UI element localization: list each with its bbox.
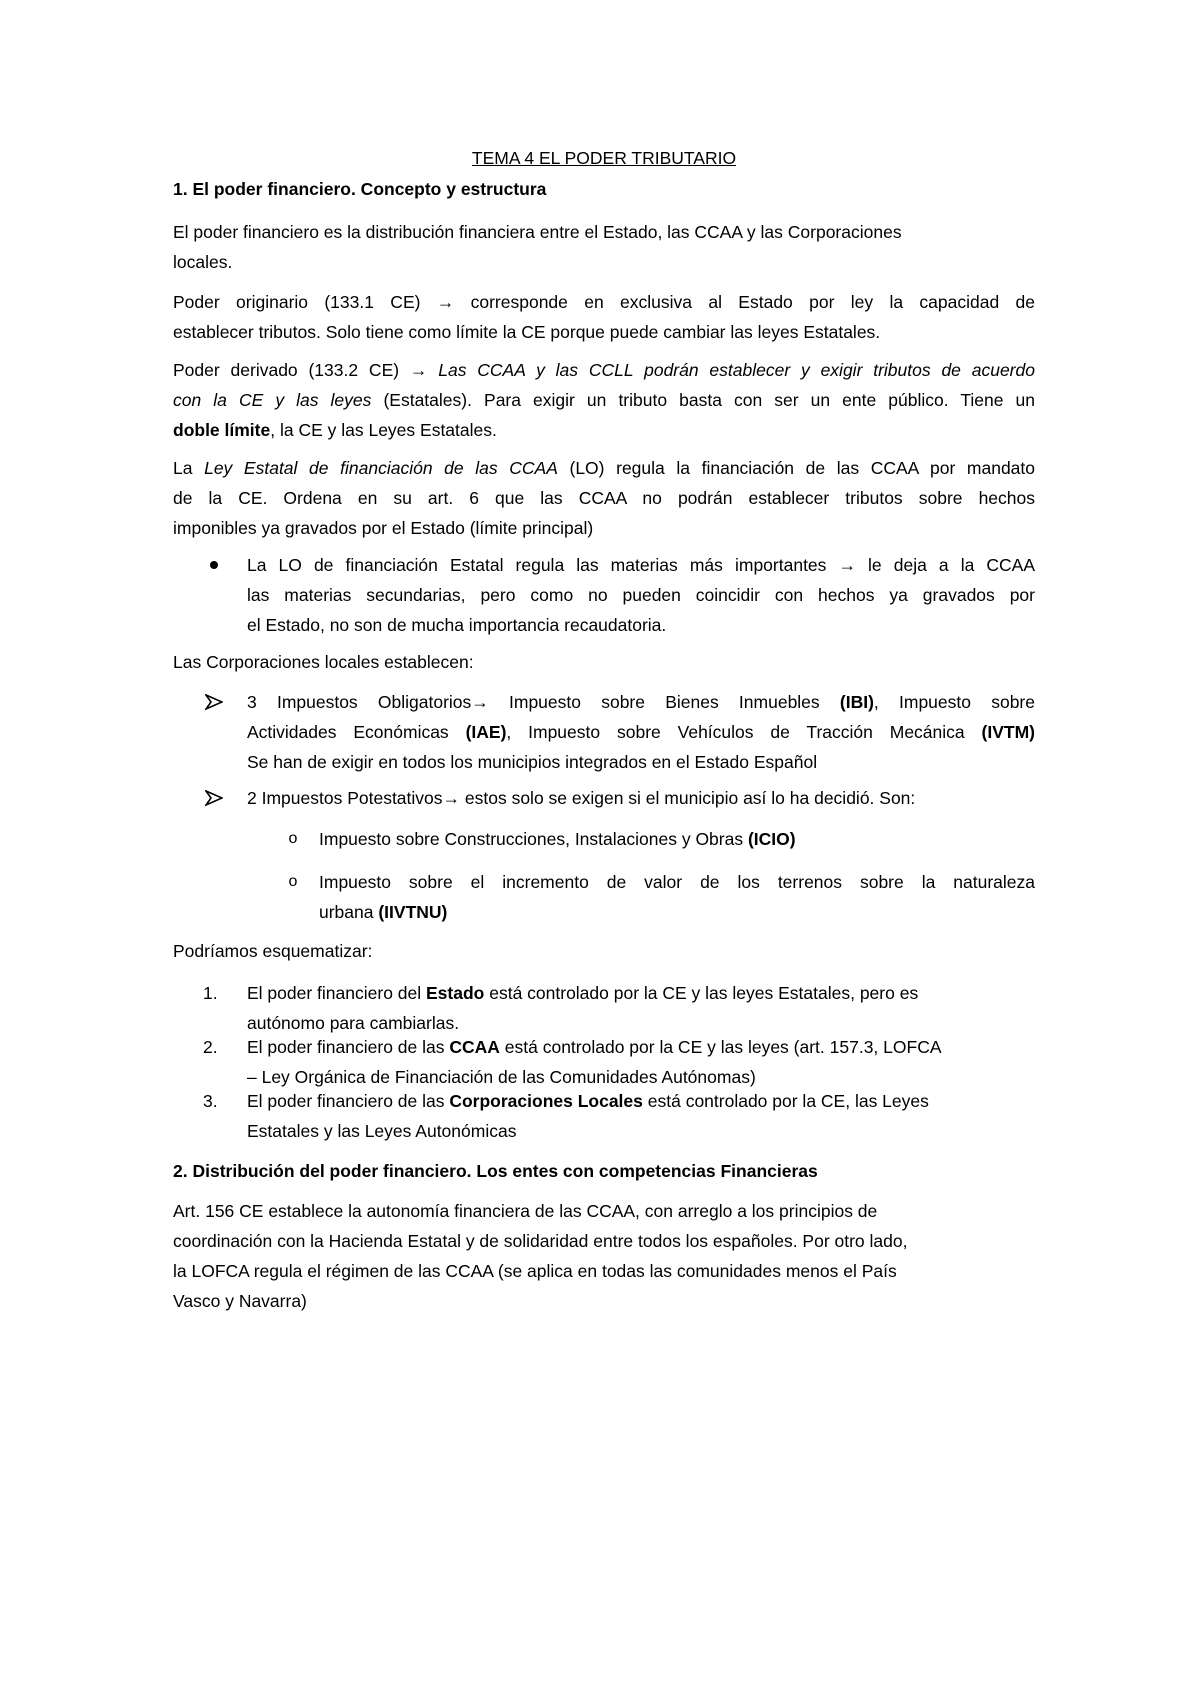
text-line xyxy=(247,717,1035,747)
text-line: establecer tributos. Solo tiene como límite la CE porque puede cambiar las leyes Estatales. xyxy=(173,322,881,342)
circle-bullet-icon: o xyxy=(288,830,298,847)
numbered-text xyxy=(247,978,1035,1038)
text-line: Se han de exigir en todos los municipios integrados en el Estado Español xyxy=(247,752,818,772)
text-run: El poder financiero de las xyxy=(247,1037,450,1057)
text-run: Actividades Económicas xyxy=(247,722,466,742)
list-number: 3. xyxy=(203,1091,218,1111)
bullet-dot-icon xyxy=(203,550,225,580)
text-line: Vasco y Navarra) xyxy=(173,1291,307,1311)
italic-run: Ley Estatal de financiación de las CCAA xyxy=(204,458,558,478)
text-run: , la CE y las Leyes Estatales. xyxy=(270,420,497,440)
text-line: – Ley Orgánica de Financiación de las Comunidades Autónomas) xyxy=(247,1067,756,1087)
paragraph-poder-originario xyxy=(173,287,1035,347)
circle-bullet-icon: o xyxy=(288,873,298,890)
bullet-text xyxy=(247,687,1035,777)
text-line: las materias secundarias, pero como no pueden coincidir con hechos ya gravados por xyxy=(247,585,1035,605)
text-line xyxy=(173,453,1035,483)
bold-run: (IBI) xyxy=(839,692,874,712)
paragraph-esquematizar: Podríamos esquematizar: xyxy=(173,941,373,961)
text-line: Poder originario (133.1 CE) → corresponde en exclusiva al Estado por ley la capacidad de xyxy=(173,292,1035,312)
text-line: Impuesto sobre el incremento de valor de los terrenos sobre la naturaleza xyxy=(319,872,1035,892)
text-line: de la CE. Ordena en su art. 6 que las CCAA no podrán establecer tributos sobre hechos xyxy=(173,488,1035,508)
text-run: Impuesto sobre Construcciones, Instalaciones y Obras xyxy=(319,829,748,849)
bold-run: CCAA xyxy=(449,1037,500,1057)
bold-run: (IVTM) xyxy=(981,722,1035,742)
section-1-heading: 1. El poder financiero. Concepto y estructura xyxy=(173,179,547,199)
list-number: 2. xyxy=(203,1037,218,1057)
sub-bullet-text xyxy=(319,867,1035,927)
sub-bullet-text xyxy=(319,824,1035,854)
text-run: El poder financiero de las xyxy=(247,1091,450,1111)
text-run: , Impuesto sobre xyxy=(873,692,1035,712)
text-line xyxy=(247,1086,1035,1116)
text-run: (LO) regula la financiación de las CCAA por mandato xyxy=(557,458,1036,478)
text-run: La xyxy=(173,458,205,478)
bold-run: (IAE) xyxy=(465,722,507,742)
bullet-text xyxy=(247,783,1035,813)
text-run: (Estatales). Para exigir un tributo basta con ser un ente público. Tiene un xyxy=(371,390,1035,410)
text-run: está controlado por la CE, las Leyes xyxy=(642,1091,929,1111)
numbered-text xyxy=(247,1086,1035,1146)
document-title: TEMA 4 EL PODER TRIBUTARIO xyxy=(471,148,737,168)
bold-run: Corporaciones Locales xyxy=(449,1091,643,1111)
text-line xyxy=(247,978,1035,1008)
text-line: autónomo para cambiarlas. xyxy=(247,1013,460,1033)
text-run: está controlado por la CE y las leyes (art. 157.3, LOFCA xyxy=(499,1037,942,1057)
text-line: Art. 156 CE establece la autonomía financiera de las CCAA, con arreglo a los principios de xyxy=(173,1201,878,1221)
text-run: urbana xyxy=(319,902,379,922)
text-run: El poder financiero del xyxy=(247,983,426,1003)
numbered-text xyxy=(247,1032,1035,1092)
text-line: locales. xyxy=(173,252,233,272)
text-line xyxy=(173,385,1035,415)
section-2-heading: 2. Distribución del poder financiero. Los entes con competencias Financieras xyxy=(173,1161,818,1181)
text-run: Poder derivado (133.2 CE) → xyxy=(173,360,439,380)
bold-run: (ICIO) xyxy=(747,829,796,849)
bold-run: (IIVTNU) xyxy=(378,902,448,922)
list-number: 1. xyxy=(203,983,218,1003)
text-line xyxy=(319,824,1035,854)
text-line: El poder financiero es la distribución financiera entre el Estado, las CCAA y las Corporaciones xyxy=(173,222,902,242)
text-run: 3 Impuestos Obligatorios→ Impuesto sobre Bienes Inmuebles xyxy=(247,692,840,712)
italic-run: Las CCAA y las CCLL podrán establecer y exigir tributos de acuerdo xyxy=(438,360,1035,380)
paragraph-corporaciones: Las Corporaciones locales establecen: xyxy=(173,652,474,672)
paragraph-poder-derivado xyxy=(173,355,1035,445)
paragraph-art-156 xyxy=(173,1196,1035,1316)
text-run: está controlado por la CE y las leyes Estatales, pero es xyxy=(484,983,919,1003)
text-line: La LO de financiación Estatal regula las materias más importantes → le deja a la CCAA xyxy=(247,555,1035,575)
italic-run: con la CE y las leyes xyxy=(173,390,372,410)
text-line: imponibles ya gravados por el Estado (límite principal) xyxy=(173,518,594,538)
bold-run: Estado xyxy=(426,983,485,1003)
text-line xyxy=(319,897,1035,927)
text-line: coordinación con la Hacienda Estatal y de solidaridad entre todos los españoles. Por otro lado, xyxy=(173,1231,908,1251)
paragraph-ley-estatal xyxy=(173,453,1035,543)
arrowhead-bullet-icon xyxy=(203,687,225,717)
text-line xyxy=(247,687,1035,717)
text-line xyxy=(173,415,1035,445)
text-line: 2 Impuestos Potestativos→ estos solo se exigen si el municipio así lo ha decidió. Son: xyxy=(247,788,916,808)
text-line: la LOFCA regula el régimen de las CCAA (se aplica en todas las comunidades menos el País xyxy=(173,1261,897,1281)
text-run: , Impuesto sobre Vehículos de Tracción Mecánica xyxy=(506,722,982,742)
bold-run: doble límite xyxy=(173,420,271,440)
text-line xyxy=(247,1032,1035,1062)
text-line xyxy=(173,355,1035,385)
text-line: Estatales y las Leyes Autonómicas xyxy=(247,1121,517,1141)
bullet-text xyxy=(247,550,1035,640)
text-line: el Estado, no son de mucha importancia recaudatoria. xyxy=(247,615,667,635)
paragraph-poder-financiero xyxy=(173,217,1035,277)
arrowhead-bullet-icon xyxy=(203,783,225,813)
